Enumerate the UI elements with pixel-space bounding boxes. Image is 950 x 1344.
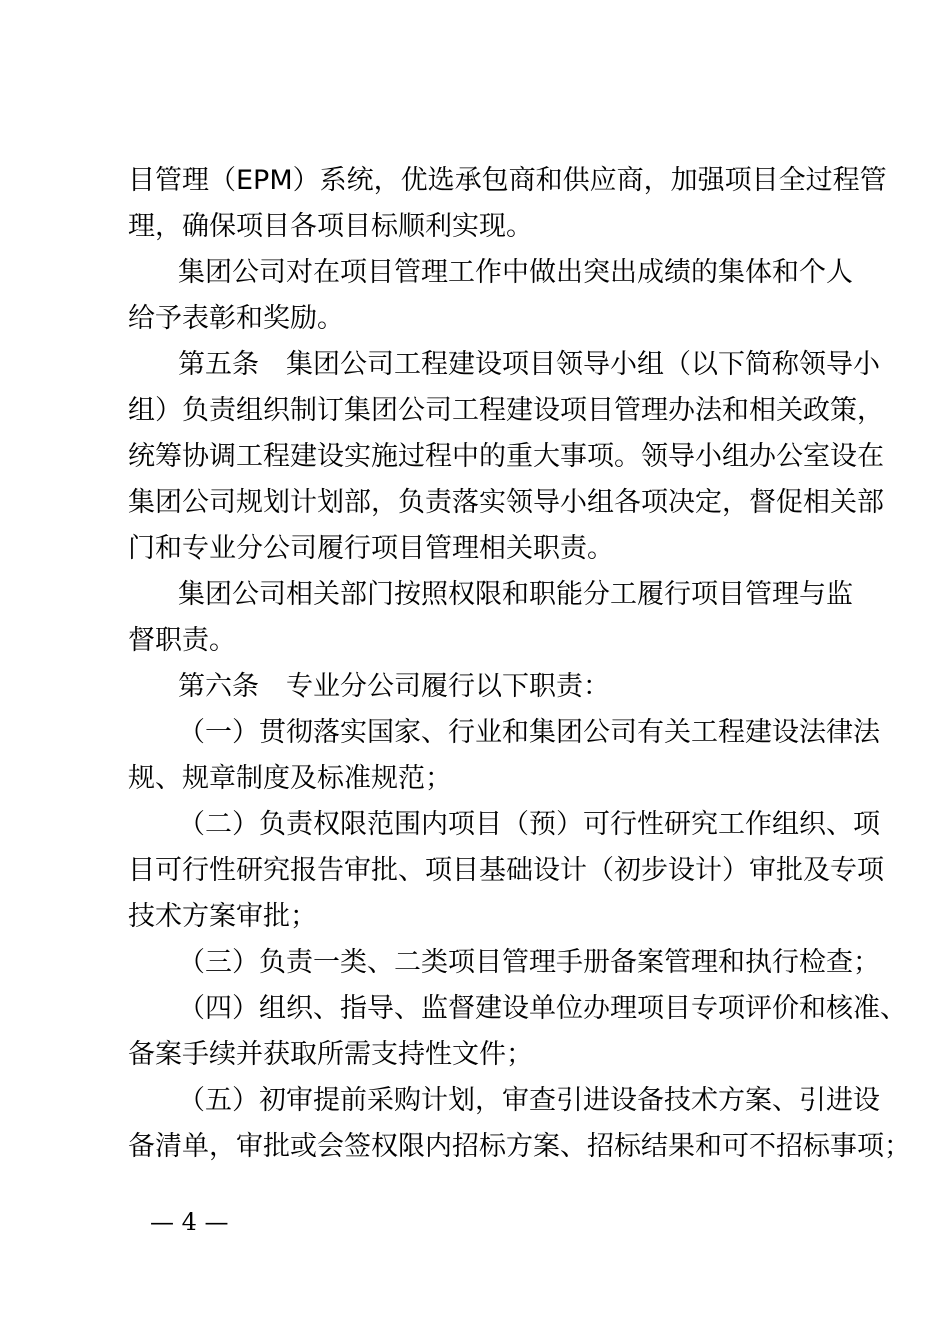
- text-line: 集团公司对在项目管理工作中做出突出成绩的集体和个人: [178, 257, 853, 288]
- article-heading-line: 第五条 集团公司工程建设项目领导小组（以下简称领导小: [178, 349, 880, 380]
- text-line: 技术方案审批；: [128, 901, 317, 932]
- text-line: 理，确保项目各项目标顺利实现。: [128, 211, 533, 242]
- page-number: — 4 —: [150, 1208, 229, 1236]
- text-line: 集团公司相关部门按照权限和职能分工履行项目管理与监: [178, 579, 853, 610]
- text-line: 督职责。: [128, 625, 236, 656]
- text-line: 门和专业分公司履行项目管理相关职责。: [128, 533, 614, 564]
- text-line: 统筹协调工程建设实施过程中的重大事项。领导小组办公室设在: [128, 441, 884, 472]
- text-line: 规、规章制度及标准规范；: [128, 763, 452, 794]
- list-item-line: （四）组织、指导、监督建设单位办理项目专项评价和核准、: [178, 993, 907, 1024]
- text-line: 组）负责组织制订集团公司工程建设项目管理办法和相关政策，: [128, 395, 884, 426]
- text-line: 备案手续并获取所需支持性文件；: [128, 1039, 533, 1070]
- text-line: 目可行性研究报告审批、项目基础设计（初步设计）审批及专项: [128, 855, 884, 886]
- list-item-line: （五）初审提前采购计划，审查引进设备技术方案、引进设: [178, 1085, 880, 1116]
- article-heading-line: 第六条 专业分公司履行以下职责：: [178, 671, 610, 702]
- list-item-line: （二）负责权限范围内项目（预）可行性研究工作组织、项: [178, 809, 880, 840]
- list-item-line: （三）负责一类、二类项目管理手册备案管理和执行检查；: [178, 947, 880, 978]
- text-line: 目管理（EPM）系统，优选承包商和供应商，加强项目全过程管: [128, 165, 887, 196]
- body-text: [128, 158, 911, 1170]
- text-line: 备清单，审批或会签权限内招标方案、招标结果和可不招标事项；: [128, 1131, 911, 1162]
- list-item-line: （一）贯彻落实国家、行业和集团公司有关工程建设法律法: [178, 717, 880, 748]
- text-line: 集团公司规划计划部，负责落实领导小组各项决定，督促相关部: [128, 487, 884, 518]
- text-line: 给予表彰和奖励。: [128, 303, 344, 334]
